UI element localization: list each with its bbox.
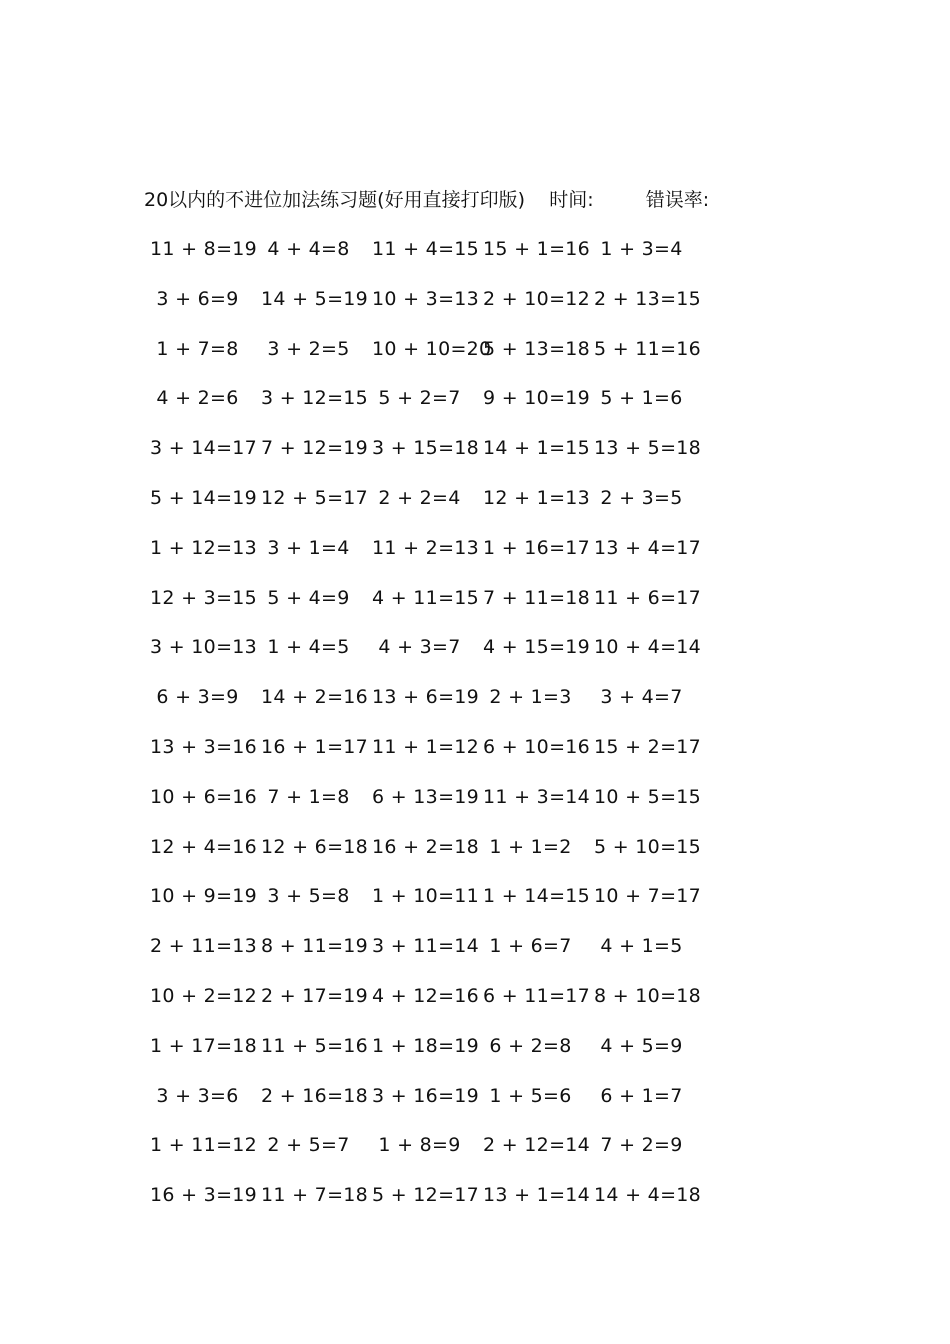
problem-cell: 3 + 11=14 (372, 935, 480, 958)
problem-cell: 11 + 7=18 (261, 1184, 369, 1207)
problem-cell: 2 + 11=13 (150, 935, 258, 958)
problem-cell: 1 + 8=9 (378, 1134, 461, 1157)
problem-cell: 3 + 15=18 (372, 437, 480, 460)
problem-cell: 11 + 1=12 (372, 735, 480, 758)
worksheet-header (144, 186, 709, 214)
problem-cell: 12 + 4=16 (150, 835, 258, 858)
problem-cell: 6 + 13=19 (372, 785, 480, 808)
problem-row (150, 484, 710, 534)
problem-cell: 2 + 17=19 (261, 984, 369, 1007)
problem-cell: 4 + 11=15 (372, 586, 480, 609)
problem-cell: 7 + 11=18 (483, 586, 591, 609)
problem-cell: 12 + 6=18 (261, 835, 369, 858)
problem-row (150, 434, 710, 484)
problem-cell: 1 + 3=4 (600, 238, 683, 260)
problem-cell: 12 + 3=15 (150, 586, 258, 609)
problem-cell: 15 + 1=16 (483, 238, 591, 260)
problem-row (150, 534, 710, 584)
problem-cell: 10 + 4=14 (594, 636, 702, 659)
problem-cell: 4 + 3=7 (378, 636, 461, 659)
problem-cell: 14 + 2=16 (261, 686, 369, 709)
problem-cell: 1 + 16=17 (483, 536, 591, 559)
problem-cell: 5 + 13=18 (483, 337, 591, 360)
problem-cell: 11 + 8=19 (150, 238, 258, 260)
problem-row (150, 1181, 710, 1231)
problem-cell: 2 + 16=18 (261, 1084, 369, 1107)
problem-row (150, 235, 710, 285)
problem-row (150, 633, 710, 683)
problem-grid (150, 235, 710, 1231)
problem-cell: 1 + 6=7 (489, 935, 572, 958)
problem-cell: 5 + 11=16 (594, 337, 702, 360)
problem-cell: 16 + 1=17 (261, 735, 369, 758)
problem-cell: 15 + 2=17 (594, 735, 702, 758)
problem-cell: 7 + 12=19 (261, 437, 369, 460)
problem-cell: 10 + 5=15 (594, 785, 702, 808)
problem-cell: 6 + 1=7 (600, 1084, 683, 1107)
problem-cell: 4 + 1=5 (600, 935, 683, 958)
problem-cell: 1 + 10=11 (372, 885, 480, 908)
problem-cell: 6 + 3=9 (156, 686, 239, 709)
problem-cell: 8 + 10=18 (594, 984, 702, 1007)
problem-cell: 1 + 11=12 (150, 1134, 258, 1157)
problem-cell: 11 + 5=16 (261, 1034, 369, 1057)
problem-cell: 1 + 17=18 (150, 1034, 258, 1057)
problem-cell: 4 + 4=8 (267, 238, 350, 260)
problem-row (150, 285, 710, 335)
problem-row (150, 932, 710, 982)
problem-cell: 10 + 7=17 (594, 885, 702, 908)
problem-cell: 10 + 2=12 (150, 984, 258, 1007)
problem-cell: 1 + 5=6 (489, 1084, 572, 1107)
problem-cell: 4 + 15=19 (483, 636, 591, 659)
problem-cell: 2 + 10=12 (483, 287, 591, 310)
problem-cell: 3 + 14=17 (150, 437, 258, 460)
problem-cell: 2 + 5=7 (267, 1134, 350, 1157)
problem-cell: 1 + 4=5 (267, 636, 350, 659)
problem-cell: 12 + 5=17 (261, 486, 369, 509)
problem-cell: 12 + 1=13 (483, 486, 591, 509)
problem-cell: 10 + 9=19 (150, 885, 258, 908)
problem-row (150, 683, 710, 733)
problem-row (150, 335, 710, 385)
problem-cell: 1 + 1=2 (489, 835, 572, 858)
problem-cell: 13 + 6=19 (372, 686, 480, 709)
problem-cell: 13 + 4=17 (594, 536, 702, 559)
problem-cell: 4 + 12=16 (372, 984, 480, 1007)
problem-row (150, 833, 710, 883)
error-rate-label: 错误率: (645, 189, 710, 211)
problem-cell: 5 + 12=17 (372, 1184, 480, 1207)
problem-cell: 11 + 3=14 (483, 785, 591, 808)
problem-cell: 5 + 1=6 (600, 387, 683, 410)
problem-cell: 3 + 2=5 (267, 337, 350, 360)
problem-row (150, 384, 710, 434)
time-label: 时间: (549, 189, 594, 211)
problem-cell: 5 + 14=19 (150, 486, 258, 509)
problem-cell: 5 + 10=15 (594, 835, 702, 858)
problem-cell: 11 + 2=13 (372, 536, 480, 559)
problem-cell: 2 + 12=14 (483, 1134, 591, 1157)
problem-cell: 2 + 3=5 (600, 486, 683, 509)
problem-row (150, 882, 710, 932)
problem-cell: 7 + 2=9 (600, 1134, 683, 1157)
problem-cell: 3 + 10=13 (150, 636, 258, 659)
problem-cell: 6 + 10=16 (483, 735, 591, 758)
problem-cell: 1 + 14=15 (483, 885, 591, 908)
problem-cell: 11 + 4=15 (372, 238, 480, 260)
problem-cell: 2 + 2=4 (378, 486, 461, 509)
problem-cell: 9 + 10=19 (483, 387, 591, 410)
problem-cell: 13 + 3=16 (150, 735, 258, 758)
problem-row (150, 584, 710, 634)
problem-cell: 14 + 1=15 (483, 437, 591, 460)
problem-cell: 14 + 4=18 (594, 1184, 702, 1207)
problem-row (150, 733, 710, 783)
problem-cell: 3 + 12=15 (261, 387, 369, 410)
problem-cell: 1 + 18=19 (372, 1034, 480, 1057)
problem-cell: 5 + 2=7 (378, 387, 461, 410)
worksheet-title: 20以内的不进位加法练习题(好用直接打印版) (144, 189, 526, 211)
problem-row (150, 1131, 710, 1181)
problem-cell: 4 + 5=9 (600, 1034, 683, 1057)
problem-cell: 3 + 6=9 (156, 287, 239, 310)
problem-row (150, 783, 710, 833)
problem-cell: 3 + 3=6 (156, 1084, 239, 1107)
problem-cell: 4 + 2=6 (156, 387, 239, 410)
problem-cell: 10 + 3=13 (372, 287, 480, 310)
problem-cell: 8 + 11=19 (261, 935, 369, 958)
problem-cell: 13 + 1=14 (483, 1184, 591, 1207)
problem-cell: 5 + 4=9 (267, 586, 350, 609)
problem-cell: 3 + 4=7 (600, 686, 683, 709)
problem-cell: 2 + 1=3 (489, 686, 572, 709)
problem-cell: 3 + 5=8 (267, 885, 350, 908)
problem-row (150, 982, 710, 1032)
problem-cell: 13 + 5=18 (594, 437, 702, 460)
problem-row (150, 1032, 710, 1082)
problem-cell: 2 + 13=15 (594, 287, 702, 310)
problem-cell: 16 + 3=19 (150, 1184, 258, 1207)
problem-cell: 7 + 1=8 (267, 785, 350, 808)
problem-row (150, 1082, 710, 1132)
problem-cell: 1 + 7=8 (156, 337, 239, 360)
problem-cell: 6 + 2=8 (489, 1034, 572, 1057)
problem-cell: 6 + 11=17 (483, 984, 591, 1007)
problem-cell: 11 + 6=17 (594, 586, 702, 609)
problem-cell: 10 + 6=16 (150, 785, 258, 808)
problem-cell: 1 + 12=13 (150, 536, 258, 559)
problem-cell: 16 + 2=18 (372, 835, 480, 858)
problem-cell: 3 + 1=4 (267, 536, 350, 559)
problem-cell: 10 + 10=20 (372, 337, 492, 360)
problem-cell: 3 + 16=19 (372, 1084, 480, 1107)
problem-cell: 14 + 5=19 (261, 287, 369, 310)
